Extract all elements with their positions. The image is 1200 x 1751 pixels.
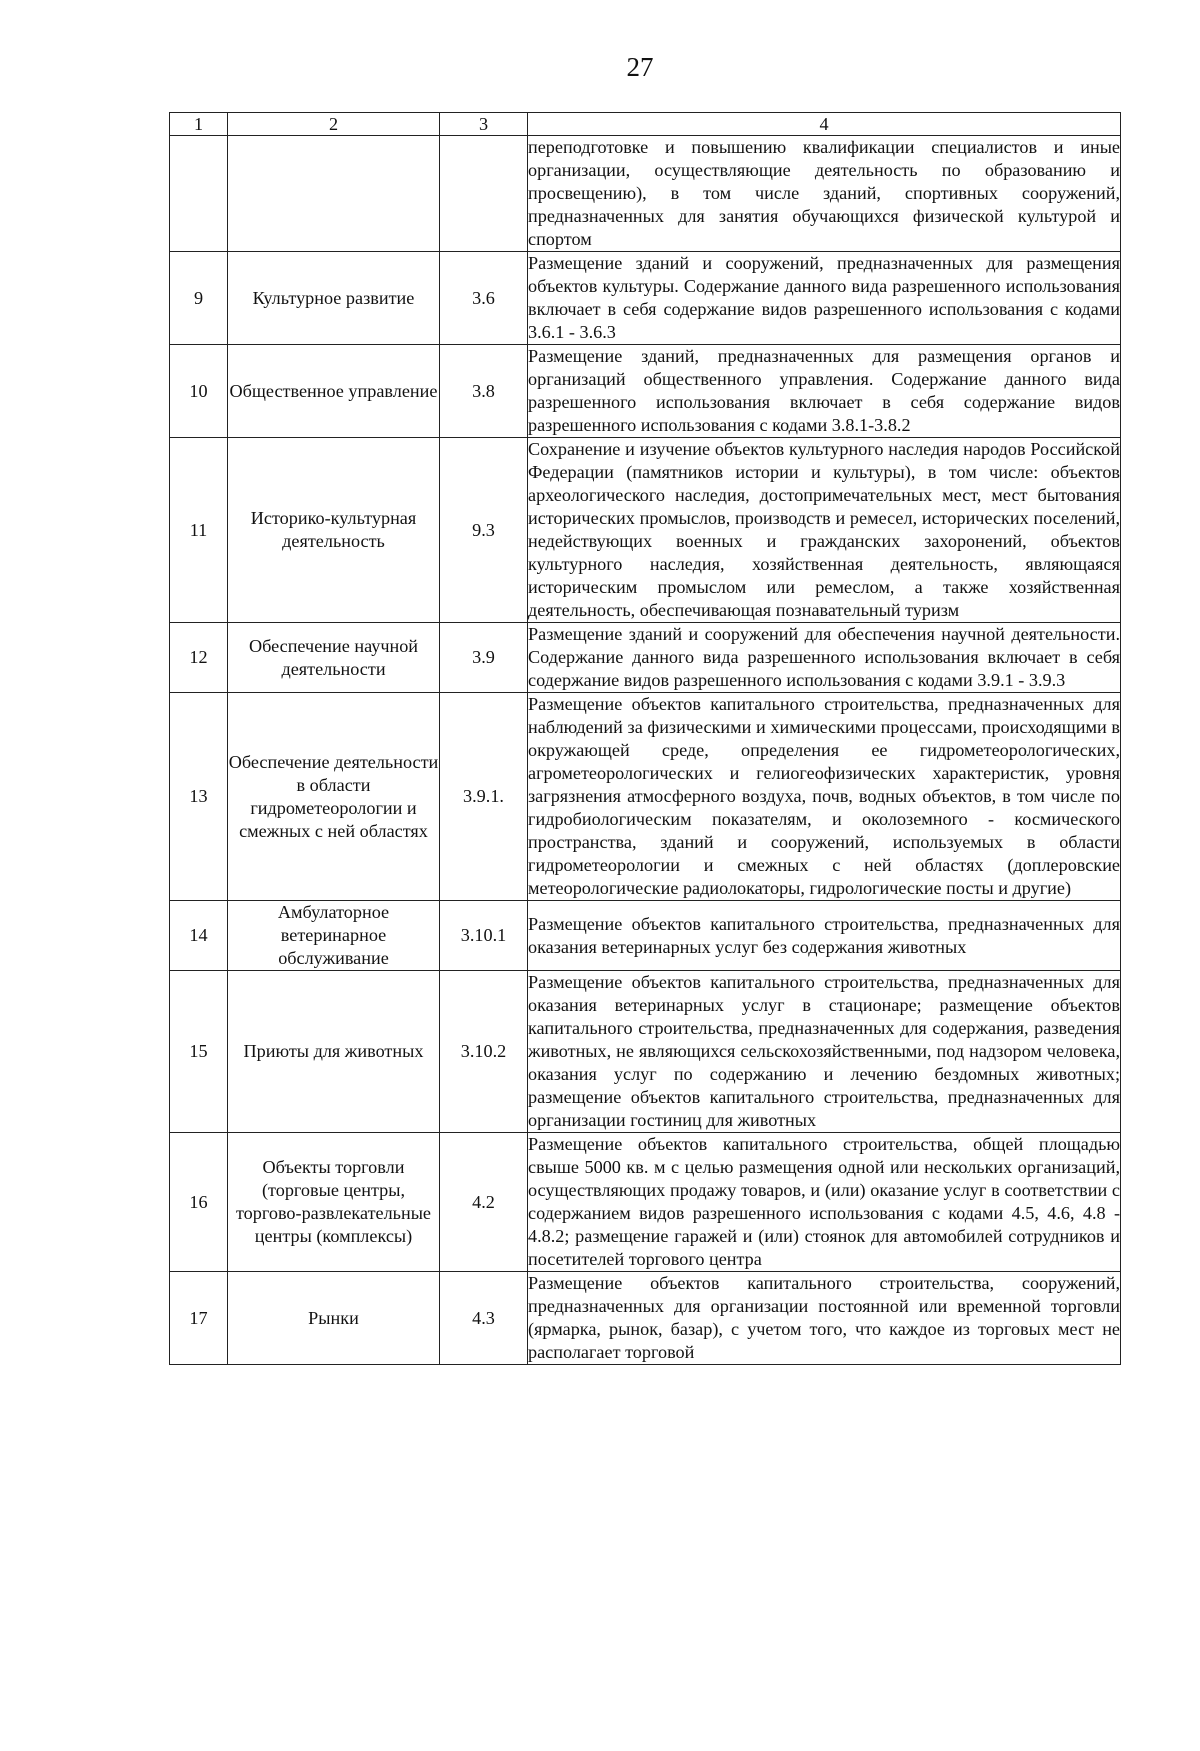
use-type-code: 3.10.2	[440, 971, 528, 1133]
row-number: 13	[170, 693, 228, 901]
table-row	[170, 623, 1121, 693]
land-use-table	[169, 112, 1121, 1365]
header-col-4: 4	[528, 113, 1121, 136]
use-type-description: Размещение зданий, предназначенных для размещения органов и организаций общественного управления. Содержание данного вида разрешенного использования включает в себя содержание видов разрешенного использования с кодами 3.8.1-3.8.2	[528, 345, 1121, 438]
use-type-name: Историко-культурная деятельность	[228, 438, 440, 623]
row-number: 15	[170, 971, 228, 1133]
table-header-row	[170, 113, 1121, 136]
use-type-name	[228, 136, 440, 252]
use-type-code: 9.3	[440, 438, 528, 623]
table-row	[170, 1272, 1121, 1365]
use-type-name: Рынки	[228, 1272, 440, 1365]
use-type-code	[440, 136, 528, 252]
row-number: 9	[170, 252, 228, 345]
use-type-name: Обеспечение деятельности в области гидрометеорологии и смежных с ней областях	[228, 693, 440, 901]
use-type-code: 3.6	[440, 252, 528, 345]
use-type-description: Размещение объектов капитального строительства, предназначенных для оказания ветеринарных услуг без содержания животных	[528, 901, 1121, 971]
row-number: 12	[170, 623, 228, 693]
header-col-1: 1	[170, 113, 228, 136]
use-type-name: Культурное развитие	[228, 252, 440, 345]
use-type-description: Размещение зданий и сооружений для обеспечения научной деятельности. Содержание данного вида разрешенного использования включает в себя содержание видов разрешенного использования с кодами 3.9.1 - 3.9.3	[528, 623, 1121, 693]
header-col-3: 3	[440, 113, 528, 136]
table-row	[170, 1133, 1121, 1272]
use-type-description: Размещение объектов капитального строительства, общей площадью свыше 5000 кв. м с целью размещения одной или нескольких организаций, осуществляющих продажу товаров, и (или) оказание услуг в соответствии с содержанием видов разрешенного использования с кодами 4.5, 4.6, 4.8 - 4.8.2; размещение гаражей и (или) стоянок для автомобилей сотрудников и посетителей торгового центра	[528, 1133, 1121, 1272]
table-row	[170, 901, 1121, 971]
table-row	[170, 693, 1121, 901]
row-number: 17	[170, 1272, 228, 1365]
use-type-code: 3.9	[440, 623, 528, 693]
use-type-description: Размещение зданий и сооружений, предназначенных для размещения объектов культуры. Содержание данного вида разрешенного использования включает в себя содержание видов разрешенного использования с кодами 3.6.1 - 3.6.3	[528, 252, 1121, 345]
page-number: 27	[626, 52, 654, 82]
use-type-name: Обеспечение научной деятельности	[228, 623, 440, 693]
use-type-code: 3.9.1.	[440, 693, 528, 901]
row-number: 10	[170, 345, 228, 438]
use-type-name: Объекты торговли (торговые центры, торгово-развлекательные центры (комплексы)	[228, 1133, 440, 1272]
use-type-name: Общественное управление	[228, 345, 440, 438]
use-type-code: 4.3	[440, 1272, 528, 1365]
table-row	[170, 971, 1121, 1133]
use-type-description: Сохранение и изучение объектов культурного наследия народов Российской Федерации (памятников истории и культуры), в том числе: объектов археологического наследия, достопримечательных мест, мест бытования исторических промыслов, производств и ремесел, исторических поселений, недействующих военных и гражданских захоронений, объектов культурного наследия, хозяйственная деятельность, являющаяся историческим промыслом или ремеслом, а также хозяйственная деятельность, обеспечивающая познавательный туризм	[528, 438, 1121, 623]
use-type-name: Амбулаторное ветеринарное обслуживание	[228, 901, 440, 971]
use-type-code: 4.2	[440, 1133, 528, 1272]
table-row	[170, 252, 1121, 345]
use-type-code: 3.10.1	[440, 901, 528, 971]
header-col-2: 2	[228, 113, 440, 136]
use-type-description: переподготовке и повышению квалификации специалистов и иные организации, осуществляющие деятельность по образованию и просвещению), в том числе зданий, спортивных сооружений, предназначенных для занятия обучающихся физической культурой и спортом	[528, 136, 1121, 252]
use-type-description: Размещение объектов капитального строительства, предназначенных для оказания ветеринарных услуг в стационаре; размещение объектов капитального строительства, предназначенных для содержания, разведения животных, не являющихся сельскохозяйственными, под надзором человека, оказания услуг по содержанию и лечению бездомных животных; размещение объектов капитального строительства, предназначенных для организации гостиниц для животных	[528, 971, 1121, 1133]
table-row	[170, 136, 1121, 252]
row-number: 14	[170, 901, 228, 971]
use-type-name: Приюты для животных	[228, 971, 440, 1133]
table-row	[170, 345, 1121, 438]
use-type-description: Размещение объектов капитального строительства, предназначенных для наблюдений за физическими и химическими процессами, происходящими в окружающей среде, определения ее гидрометеорологических, агрометеорологических и гелиогеофизических характеристик, уровня загрязнения атмосферного воздуха, почв, водных объектов, в том числе по гидробиологическим показателям, и околоземного - космического пространства, зданий и сооружений, используемых в области гидрометеорологии и смежных с ней областях (доплеровские метеорологические радиолокаторы, гидрологические посты и другие)	[528, 693, 1121, 901]
table-row	[170, 438, 1121, 623]
row-number: 16	[170, 1133, 228, 1272]
use-type-description: Размещение объектов капитального строительства, сооружений, предназначенных для организации постоянной или временной торговли (ярмарка, рынок, базар), с учетом того, что каждое из торговых мест не располагает торговой	[528, 1272, 1121, 1365]
use-type-code: 3.8	[440, 345, 528, 438]
row-number: 11	[170, 438, 228, 623]
row-number	[170, 136, 228, 252]
